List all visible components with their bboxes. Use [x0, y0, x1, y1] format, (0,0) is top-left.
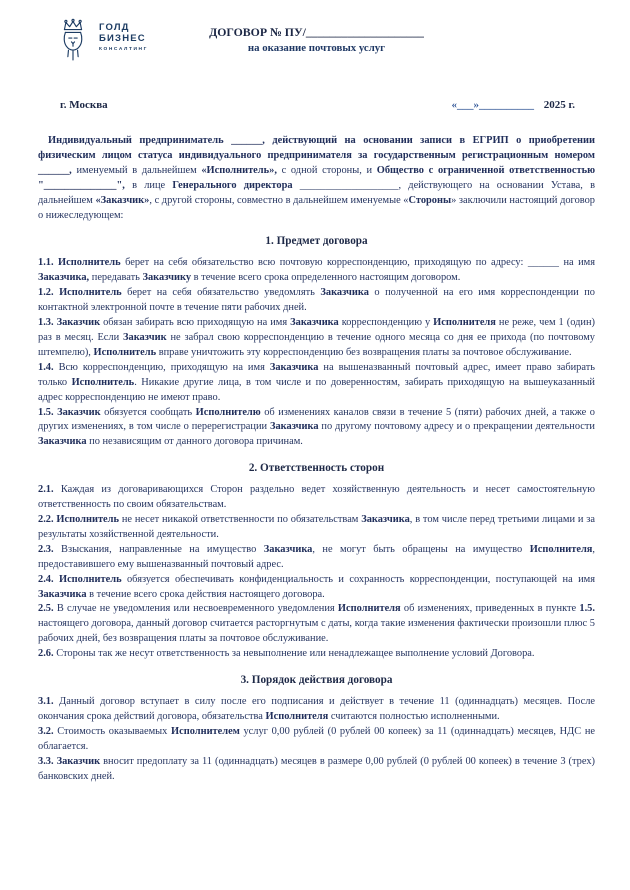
text-run: вправе уничтожить эту корреспонденцию без возвращения платы за почтовое обслуживание.	[156, 346, 572, 358]
text-run: по независящим от данного договора причинам.	[86, 436, 303, 448]
bold-run: 2.4. Исполнитель	[38, 573, 122, 585]
contract-clause	[38, 573, 595, 603]
bold-run: 2.5.	[38, 603, 54, 615]
bold-run: Заказчика	[269, 361, 319, 373]
text-run: обязуется сообщать	[100, 406, 196, 418]
text-run: в течение всего срока определенного настоящим договором.	[191, 272, 461, 284]
city-label: г. Москва	[60, 99, 108, 111]
text-run: Стороны так же несут ответственность за невыполнение или ненадлежащее выполнение условий Договора.	[53, 648, 535, 660]
contract-clause	[38, 647, 595, 662]
text-run: об изменениях, приведенных в пункте	[400, 603, 580, 615]
text-run: в лице	[132, 179, 173, 191]
bold-run: Исполнитель	[71, 376, 135, 388]
text-run: передавать	[89, 272, 143, 284]
intro-paragraph	[38, 134, 595, 223]
contract-clause	[38, 406, 595, 451]
bold-run: Исполнитель	[93, 346, 157, 358]
text-run: . Никакие другие лица, в том числе и по доверенностям, забирать приходящую на вышеуказанный адрес корреспонденцию не имеют право.	[38, 376, 595, 403]
logo-name	[99, 23, 148, 44]
text-run: , не могут быть обращены на имущество	[312, 543, 530, 555]
contract-clause	[38, 725, 595, 755]
text-run: » заключили настоящий договор о нижеследующем:	[38, 194, 595, 221]
bold-run: 3.3. Заказчик	[38, 755, 101, 767]
text-run: корреспонденцию у	[338, 317, 434, 329]
bold-run: Заказчика,	[38, 272, 90, 284]
lion-crown-logo-icon	[54, 18, 92, 62]
date-field	[451, 99, 575, 111]
text-run: с одной стороны, и	[281, 164, 377, 176]
bold-run: 1.1. Исполнитель	[38, 257, 121, 269]
text-run: , предоставившего ему вышеназванный почтовый адрес.	[38, 543, 596, 570]
bold-run: Заказчик	[123, 331, 167, 343]
bold-run: 1.5.	[579, 603, 595, 615]
text-run: вносит предоплату за 11 (одиннадцать) месяцев в размере 0,00 рублей (0 рублей 00 копеек) в течение 3 (трех) банковских дней.	[38, 755, 595, 782]
contract-clause	[38, 483, 595, 513]
text-run: о полученной на его имя корреспонденции по контактной электронной почте в течение пяти рабочих дней.	[38, 287, 595, 314]
bold-run: Индивидуальный предприниматель ______, действующий на основании записи в ЕГРИП о приобретении физическим лицом статуса индивидуального предпринимателя за государственным регистрационным номером ______,	[38, 135, 595, 176]
contract-clause	[38, 695, 595, 725]
contract-clause	[38, 361, 595, 406]
date-blank: «___»__________	[451, 99, 534, 111]
bold-run: Заказчика	[269, 421, 319, 433]
bold-run: Заказчика	[38, 436, 87, 448]
text-run: Данный договор вступает в силу после его подписания и действует в течение 11 (одиннадцать) месяцев. После окончания срока действий договора, обязательства	[38, 696, 595, 722]
bold-run: Заказчика	[320, 287, 369, 299]
bold-run: «Исполнитель»,	[201, 164, 282, 176]
bold-run: Исполнителя	[337, 603, 401, 615]
text-run: настоящего договора, данный договор считается расторгнутым с даты, когда такие изменения фактически произошли плюс 5 рабочих дней, без возвращения платы за почтовое обслуживание.	[38, 618, 595, 645]
contract-clause	[38, 602, 595, 647]
logo-subtitle: КОНСАЛТИНГ	[99, 47, 148, 52]
contract-sections	[38, 235, 595, 784]
bold-run: 2.3.	[38, 543, 54, 555]
bold-run: 1.5. Заказчик	[38, 406, 101, 418]
contract-clause	[38, 755, 595, 785]
contract-clause	[38, 543, 595, 573]
text-run: по другому почтовому адресу и о прекращении деятельности	[318, 421, 595, 433]
document-number-line: ДОГОВОР № ПУ/____________________	[209, 25, 424, 39]
logo-text	[99, 18, 148, 52]
bold-run: Исполнителя	[529, 543, 593, 555]
text-run: Всю корреспонденцию, приходящую на имя	[53, 361, 270, 373]
section-heading-2: 2. Ответственность сторон	[248, 462, 385, 475]
text-run: не несет никакой ответственности по обязательствам	[119, 514, 362, 526]
text-run: ___________________, действующего на основании Устава, в дальнейшем	[38, 179, 595, 206]
contract-clause	[38, 316, 595, 361]
logo-name-line1: ГОЛД	[99, 22, 130, 33]
text-run: берет на себя обязательство всю почтовую корреспонденцию, приходящую по адресу: ______ на имя	[120, 257, 595, 269]
logo-name-line2: БИЗНЕС	[99, 32, 146, 44]
text-run: берет на себя обязательство уведомлять	[121, 287, 321, 299]
bold-run: Заказчика	[38, 588, 87, 600]
meta-row	[38, 99, 595, 111]
text-run: не забрал свою корреспонденцию в течение одного месяца со дня ее прихода (по почтовому штемпелю),	[38, 331, 595, 358]
text-run: считаются полностью исполненными.	[328, 711, 500, 722]
text-run: именуемый в дальнейшем	[76, 164, 202, 176]
bold-run: 3.2.	[38, 725, 54, 737]
bold-run: Генерального директора	[172, 179, 300, 191]
date-year: 2025 г.	[543, 99, 575, 111]
text-run: на вышеназванный почтовый адрес, имеет право забирать только	[38, 361, 595, 388]
contract-clause	[38, 286, 595, 316]
text-run: , с другой стороны, совместно в дальнейшем именуемые «	[149, 194, 409, 206]
bold-run: 1.4.	[38, 361, 54, 373]
bold-run: Исполнителю	[195, 406, 261, 418]
bold-run: 3.1.	[38, 696, 54, 708]
text-run: Стоимость оказываемых	[53, 725, 172, 737]
text-run: В случае не уведомления или несвоевременного уведомления	[53, 603, 338, 615]
text-run: обязуется обеспечивать конфиденциальность и сохранность корреспонденции, поступающей на имя	[121, 573, 595, 585]
bold-run: Исполнителя	[433, 317, 496, 329]
bold-run: «Заказчик»	[95, 194, 150, 206]
bold-run: 2.6.	[38, 648, 54, 660]
contract-clause	[38, 256, 595, 286]
bold-run: 2.1.	[38, 484, 54, 496]
text-run: в течение всего срока действия настоящего договора.	[86, 588, 325, 600]
bold-run: Исполнителя	[265, 711, 329, 722]
text-run: обязан забирать всю приходящую на имя	[100, 317, 291, 329]
bold-run: Заказчика	[263, 543, 313, 555]
company-logo	[54, 18, 148, 62]
document-subtitle: на оказание почтовых услуг	[247, 42, 386, 54]
bold-run: Заказчика	[361, 514, 410, 526]
bold-run: 1.2. Исполнитель	[38, 287, 122, 299]
bold-run: Общество с ограниченной ответственностью "______________",	[38, 164, 596, 191]
contract-clause	[38, 513, 595, 543]
bold-run: Исполнителем	[171, 725, 240, 737]
bold-run: Заказчику	[142, 272, 192, 284]
text-run: услуг 0,00 рублей (0 рублей 00 копеек) за 11 (одиннадцать) месяцев, НДС не облагается.	[38, 725, 595, 752]
section-heading-1: 1. Предмет договора	[265, 235, 368, 248]
bold-run: Стороны	[408, 194, 452, 206]
document-header	[38, 16, 595, 74]
text-run: Взыскания, направленные на имущество	[53, 543, 264, 555]
section-heading-3: 3. Порядок действия договора	[240, 674, 393, 687]
text-run: не реже, чем 1 (один) раз в месяц. Если	[38, 317, 595, 343]
bold-run: 2.2. Исполнитель	[38, 514, 119, 526]
text-run: , в том числе перед третьими лицами и за результаты хозяйственной деятельности.	[38, 514, 595, 540]
bold-run: Заказчика	[290, 317, 339, 329]
bold-run: 1.3. Заказчик	[38, 317, 101, 329]
text-run: об изменениях каналов связи в течение 5 (пяти) рабочих дней, а также о других изменениях, в том числе о перерегистрации	[38, 406, 595, 433]
text-run: Каждая из договаривающихся Сторон раздельно ведет хозяйственную деятельность и несет самостоятельную ответственность по своим обязательствам.	[38, 484, 595, 511]
